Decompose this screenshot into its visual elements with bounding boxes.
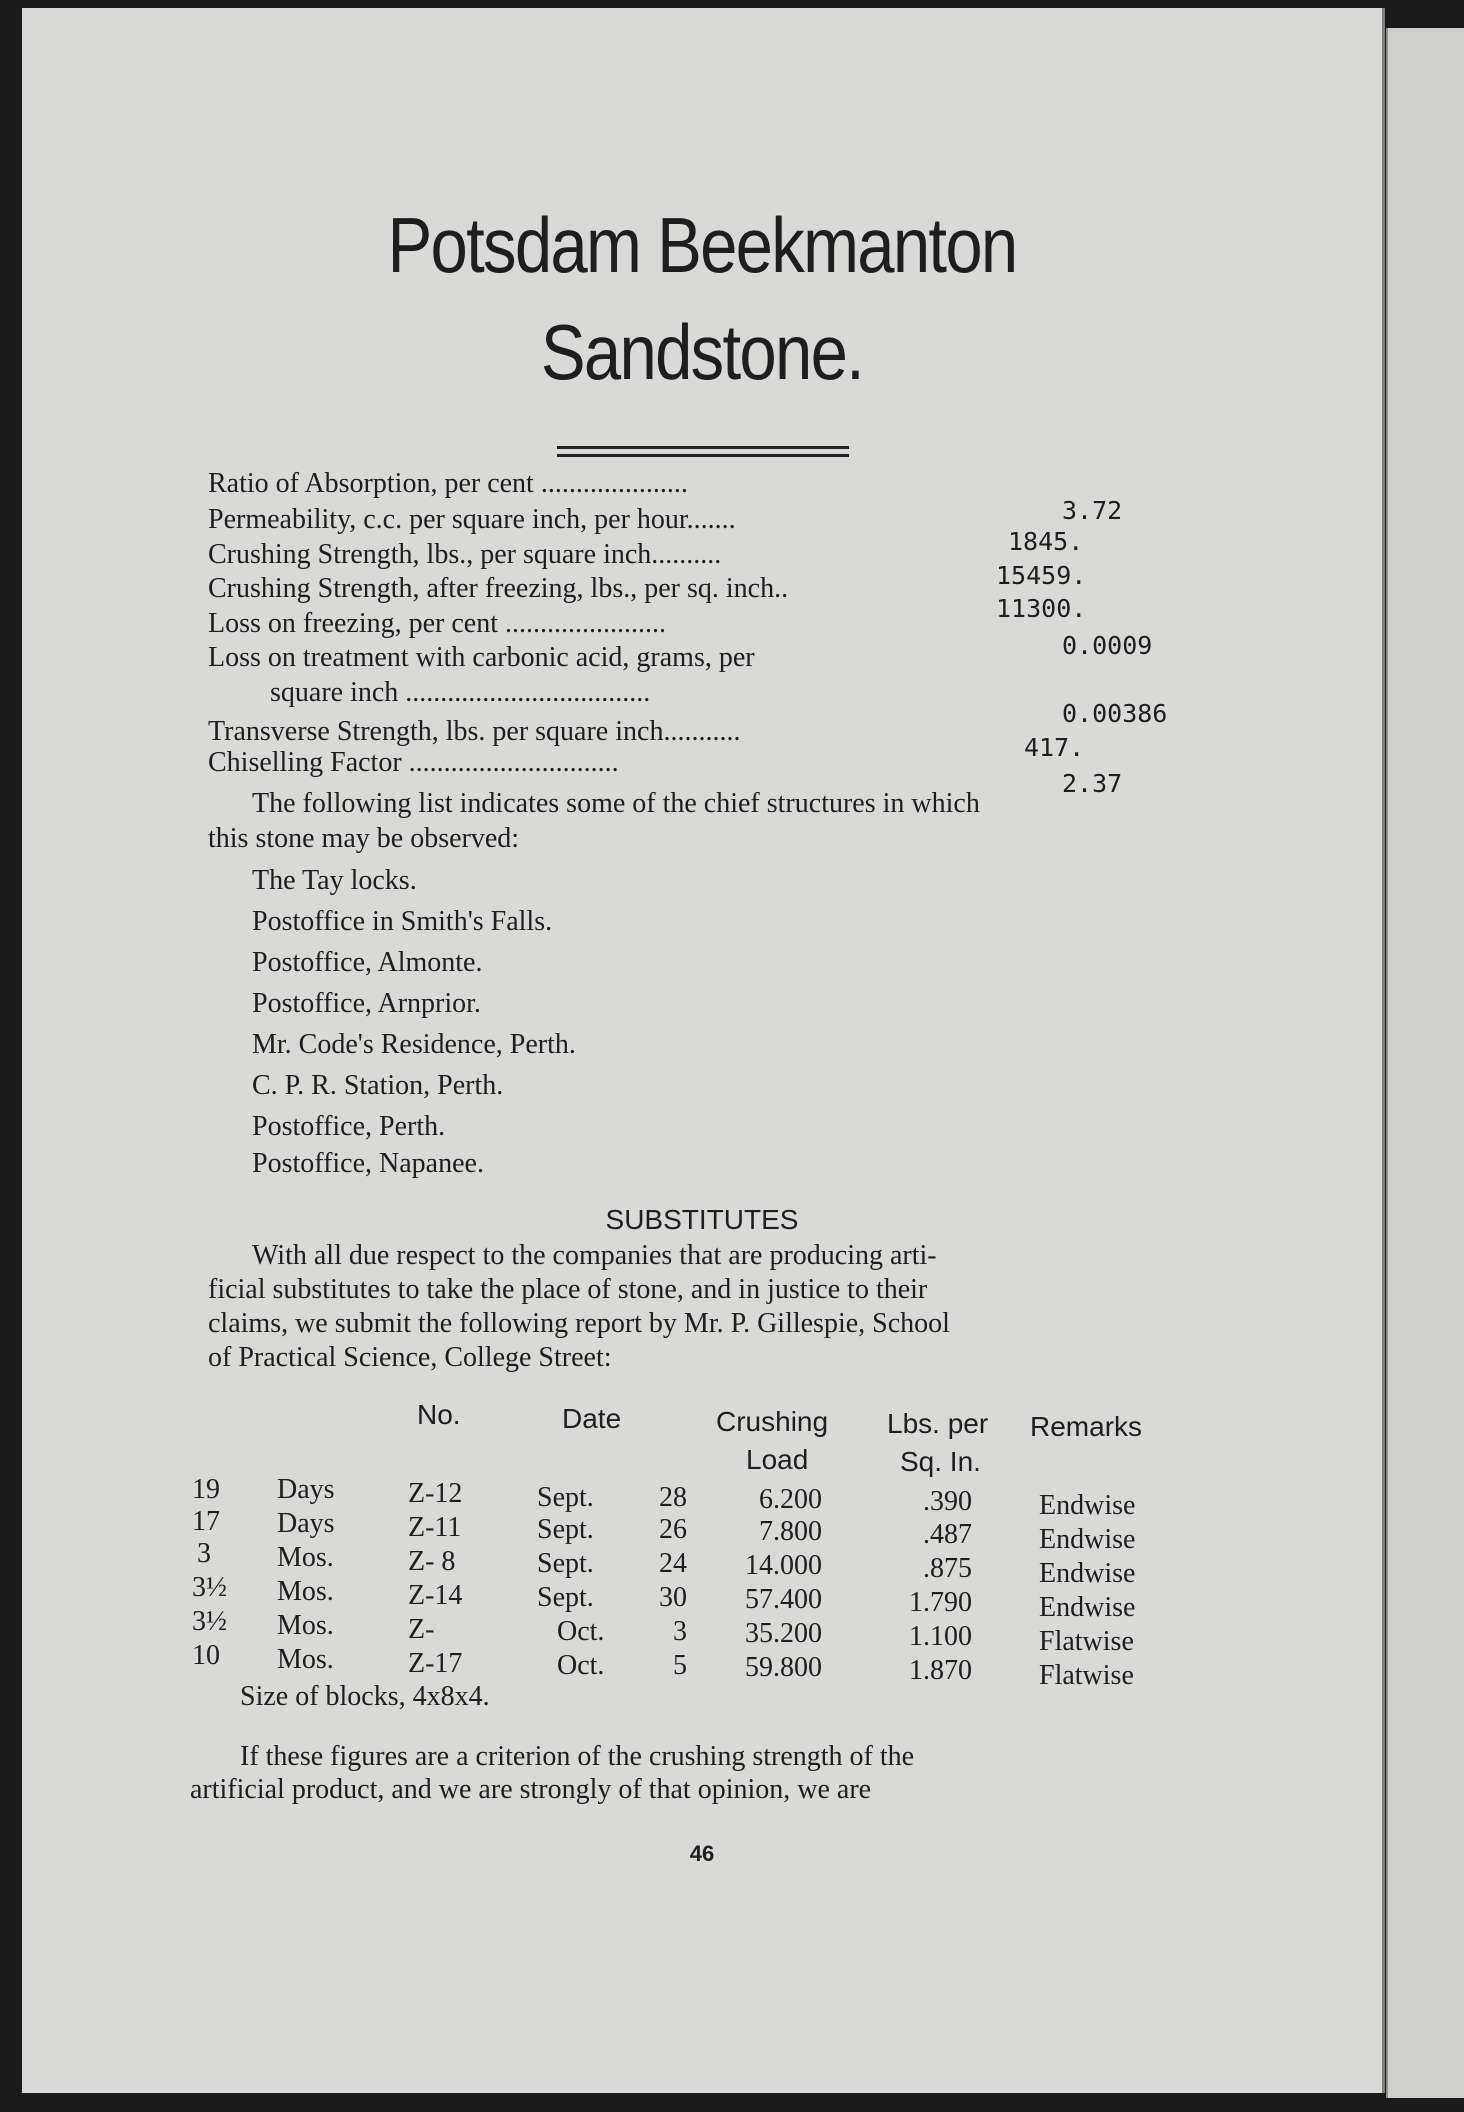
column-header-no: No. (417, 1399, 461, 1430)
list-item: Postoffice, Almonte. (252, 947, 483, 978)
title-rule-top (557, 446, 849, 449)
age-cell: 19 (192, 1474, 220, 1505)
paragraph-line: of Practical Science, College Street: (208, 1342, 612, 1373)
day-cell: 5 (673, 1650, 687, 1681)
age-cell: 3½ (192, 1606, 227, 1637)
property-value: 3.72 (1062, 496, 1123, 525)
day-cell: 3 (673, 1616, 687, 1647)
month-cell: Sept. (537, 1482, 594, 1513)
property-label: Crushing Strength, after freezing, lbs., per sq. inch.. (208, 573, 789, 604)
unit-cell: Days (277, 1474, 335, 1505)
property-value: 11300. (996, 594, 1087, 623)
property-value: 15459. (996, 561, 1087, 590)
remarks-cell: Endwise (1039, 1524, 1136, 1555)
list-item: The Tay locks. (252, 865, 417, 896)
paragraph-line: With all due respect to the companies that are producing arti- (252, 1240, 937, 1271)
property-label: Transverse Strength, lbs. per square inch........... (208, 716, 741, 747)
day-cell: 30 (659, 1582, 687, 1613)
lbs-cell: 1.790 (909, 1587, 972, 1618)
paragraph-line: If these figures are a criterion of the crushing strength of the (240, 1741, 915, 1772)
load-cell: 6.200 (759, 1484, 822, 1515)
list-item: Mr. Code's Residence, Perth. (252, 1029, 576, 1060)
adjacent-page-edge (1386, 28, 1464, 2098)
paragraph-line: artificial product, and we are strongly of that opinion, we are (190, 1774, 872, 1805)
page-number: 46 (689, 1841, 715, 1866)
property-label: Crushing Strength, lbs., per square inch.......... (208, 539, 722, 570)
column-header-load: Load (746, 1444, 809, 1475)
column-header-crushing: Crushing (716, 1406, 829, 1437)
remarks-cell: Endwise (1039, 1490, 1136, 1521)
age-cell: 17 (192, 1506, 220, 1537)
list-item: Postoffice, Perth. (252, 1111, 446, 1142)
remarks-cell: Flatwise (1039, 1626, 1134, 1657)
list-item: Postoffice in Smith's Falls. (252, 906, 553, 937)
no-cell: Z-17 (408, 1648, 463, 1679)
paragraph-line: ficial substitutes to take the place of stone, and in justice to their (208, 1274, 928, 1305)
title-line-1: Potsdam Beekmanton (387, 201, 1017, 289)
unit-cell: Mos. (277, 1576, 334, 1607)
load-cell: 7.800 (759, 1516, 822, 1547)
load-cell: 35.200 (745, 1618, 822, 1649)
no-cell: Z-11 (408, 1512, 462, 1543)
title-line-2: Sandstone. (540, 308, 864, 396)
property-label: Chiselling Factor .............................. (208, 747, 619, 778)
section-heading: SUBSTITUTES (605, 1204, 799, 1235)
age-cell: 10 (192, 1640, 220, 1671)
lbs-cell: .390 (923, 1486, 972, 1517)
day-cell: 28 (659, 1482, 687, 1513)
property-label: Loss on freezing, per cent ....................... (208, 608, 666, 639)
no-cell: Z-14 (408, 1580, 463, 1611)
lbs-cell: .487 (923, 1519, 972, 1550)
day-cell: 24 (659, 1548, 687, 1579)
column-header-sqin: Sq. In. (900, 1446, 981, 1477)
load-cell: 59.800 (745, 1652, 822, 1683)
load-cell: 57.400 (745, 1584, 822, 1615)
age-cell: 3 (197, 1538, 211, 1569)
property-label: Permeability, c.c. per square inch, per hour....... (208, 504, 736, 535)
property-label: Ratio of Absorption, per cent ..................... (208, 468, 688, 499)
property-value: 0.0009 (1062, 631, 1153, 660)
intro-line: The following list indicates some of the chief structures in which (252, 788, 980, 819)
property-value: 0.00386 (1062, 699, 1168, 728)
month-cell: Sept. (537, 1514, 594, 1545)
lbs-cell: 1.870 (909, 1655, 972, 1686)
remarks-cell: Endwise (1039, 1592, 1136, 1623)
unit-cell: Mos. (277, 1644, 334, 1675)
lbs-cell: .875 (923, 1553, 972, 1584)
property-value: 1845. (1008, 527, 1084, 556)
no-cell: Z- 8 (408, 1546, 456, 1577)
remarks-cell: Flatwise (1039, 1660, 1134, 1691)
property-label-continued: square inch ................................... (270, 677, 651, 708)
age-cell: 3½ (192, 1572, 227, 1603)
title-rule-bottom (557, 454, 849, 457)
unit-cell: Mos. (277, 1610, 334, 1641)
day-cell: 26 (659, 1514, 687, 1545)
book-page (22, 8, 1385, 2093)
paragraph-line: claims, we submit the following report by Mr. P. Gillespie, School (208, 1308, 950, 1339)
no-cell: Z- (408, 1614, 435, 1645)
property-label: Loss on treatment with carbonic acid, grams, per (208, 642, 755, 673)
list-item: Postoffice, Napanee. (252, 1148, 484, 1179)
column-header-date: Date (562, 1403, 622, 1434)
month-cell: Oct. (557, 1650, 605, 1681)
remarks-cell: Endwise (1039, 1558, 1136, 1589)
column-header-lbs: Lbs. per (887, 1408, 989, 1439)
month-cell: Oct. (557, 1616, 605, 1647)
property-value: 417. (1024, 733, 1085, 762)
lbs-cell: 1.100 (909, 1621, 972, 1652)
intro-line: this stone may be observed: (208, 823, 520, 854)
unit-cell: Mos. (277, 1542, 334, 1573)
list-item: C. P. R. Station, Perth. (252, 1070, 504, 1101)
property-value: 2.37 (1062, 769, 1123, 798)
list-item: Postoffice, Arnprior. (252, 988, 481, 1019)
month-cell: Sept. (537, 1582, 594, 1613)
column-header-remarks: Remarks (1030, 1411, 1143, 1442)
unit-cell: Days (277, 1508, 335, 1539)
load-cell: 14.000 (745, 1550, 822, 1581)
table-footnote: Size of blocks, 4x8x4. (240, 1681, 490, 1712)
month-cell: Sept. (537, 1548, 594, 1579)
no-cell: Z-12 (408, 1478, 463, 1509)
